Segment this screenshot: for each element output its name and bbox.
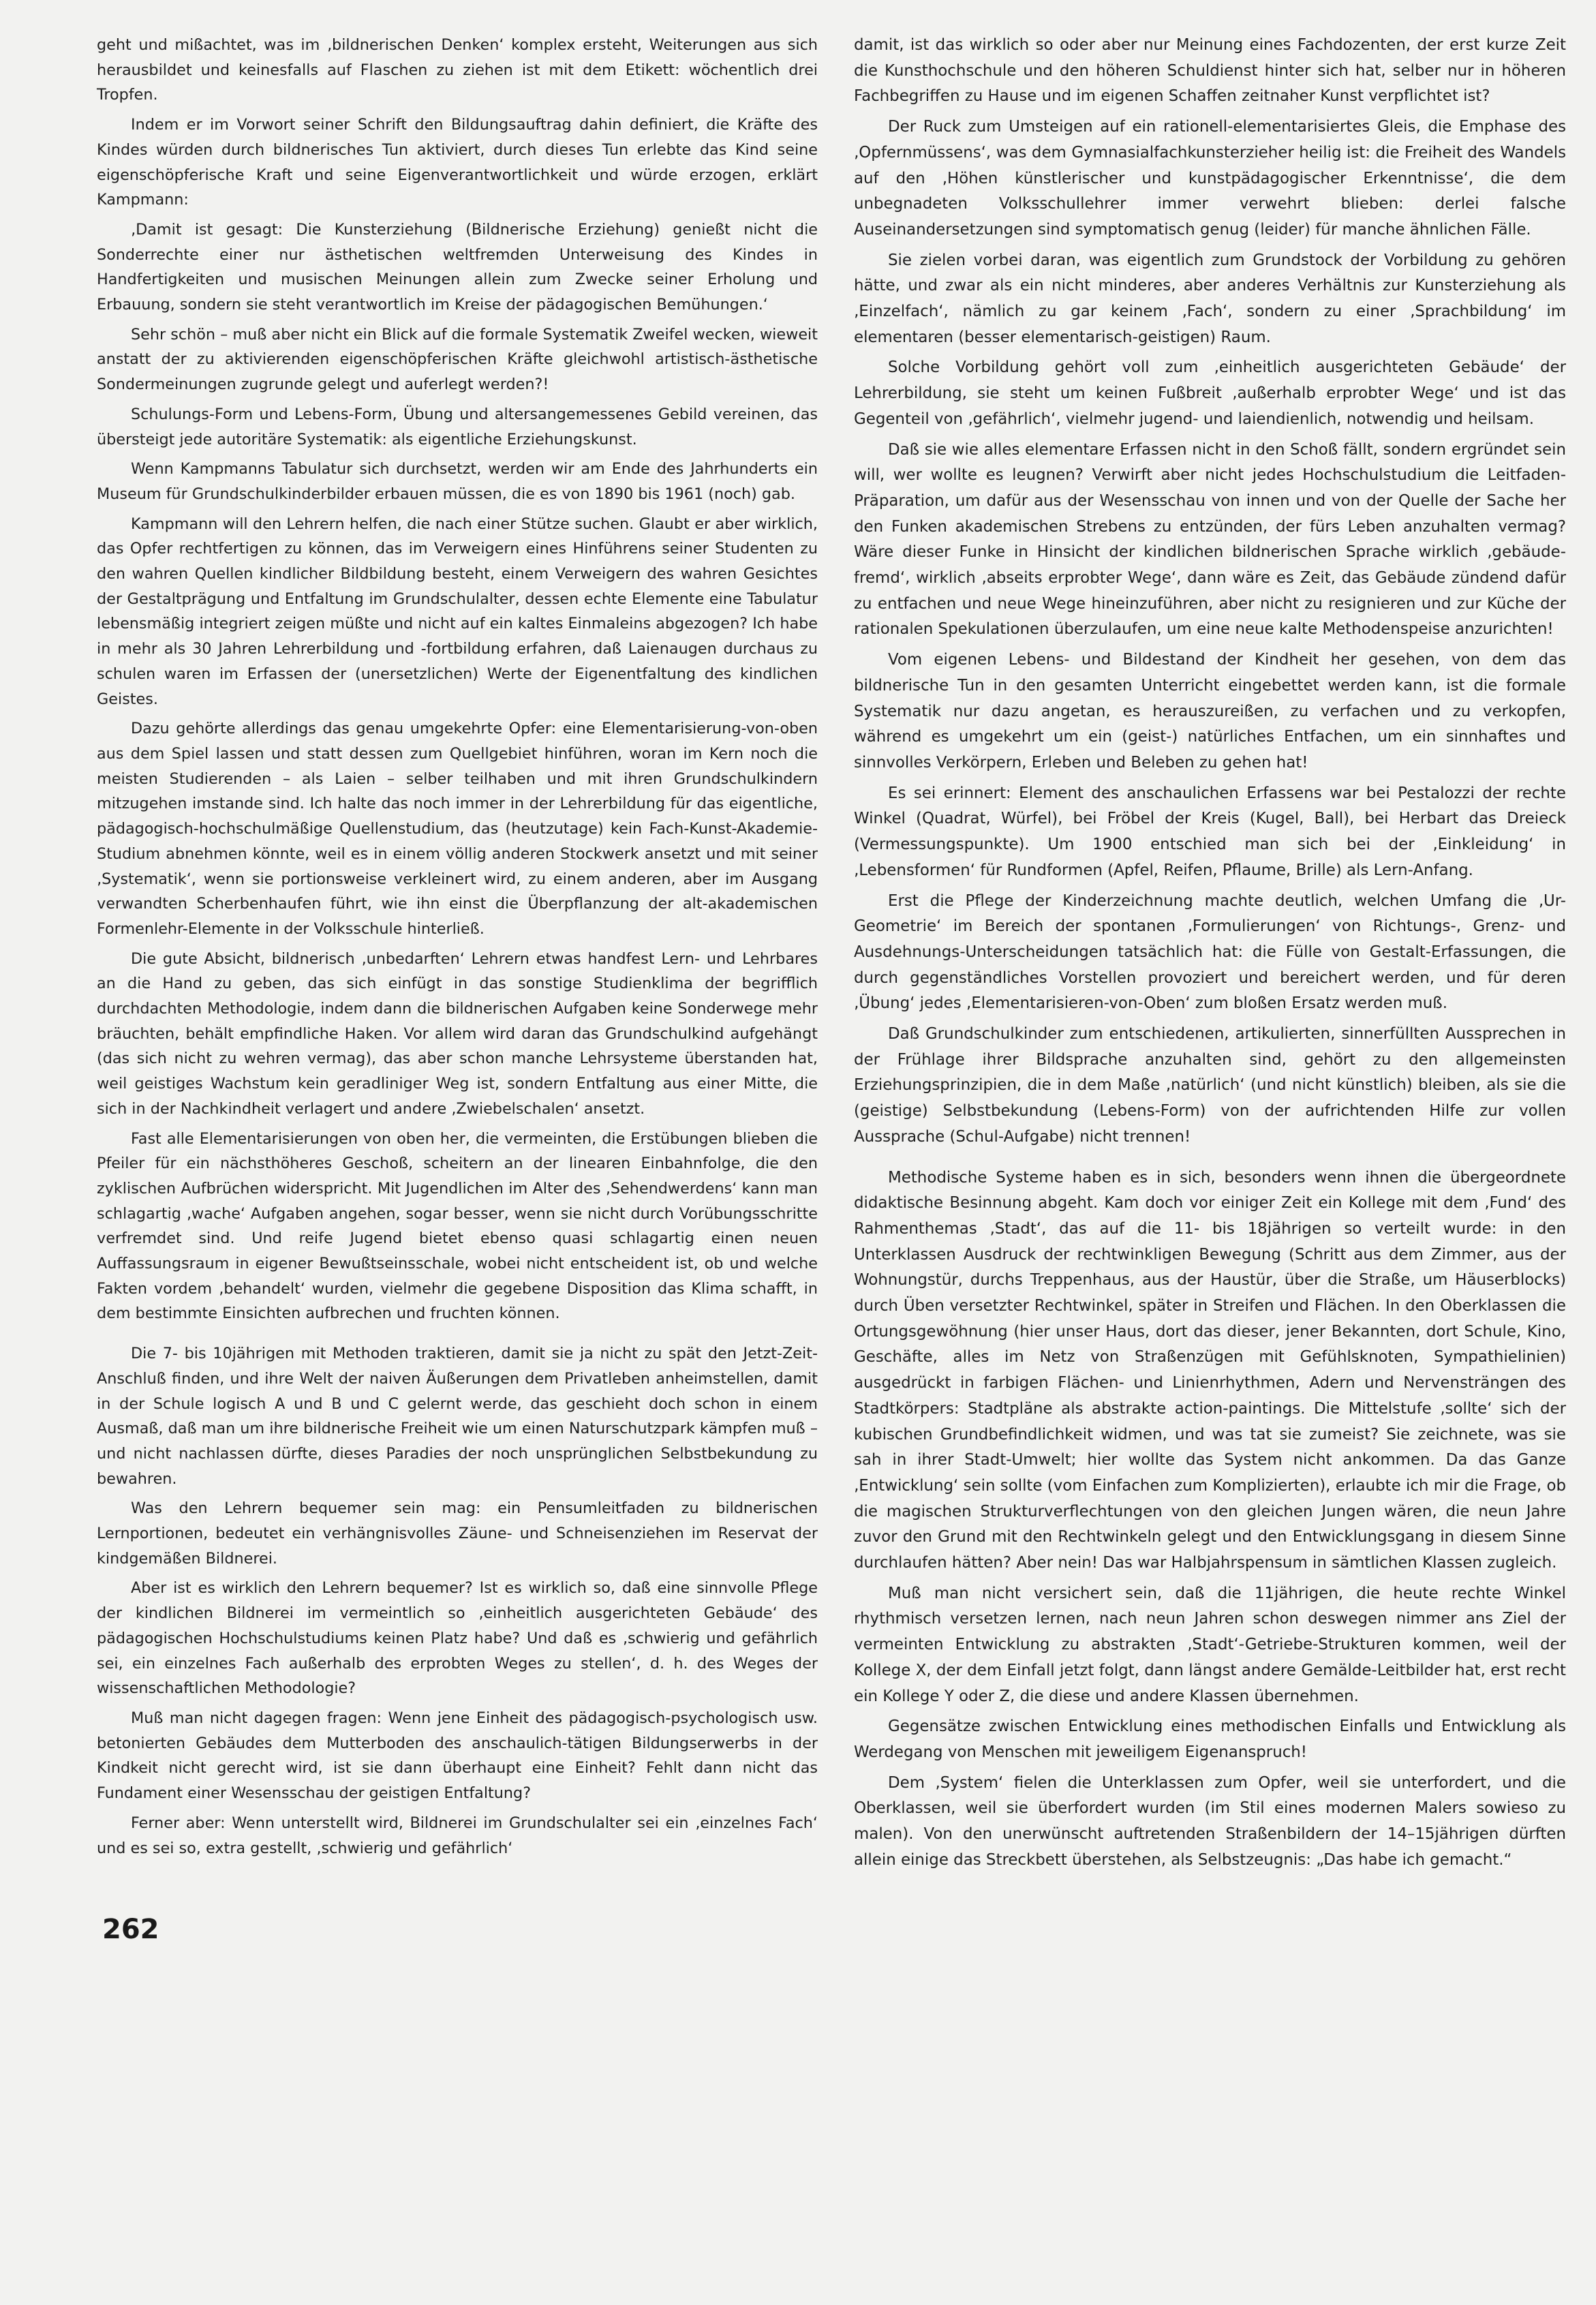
paragraph: Fast alle Elementarisierungen von oben her, die vermeinten, die Erstübungen blieben die Pfeiler für ein nächsthöheres Geschoß, scheitern an der linearen Einbahnfolge, die den zyklischen Aufbrüchen widerspricht. Mit Jugendlichen im Alter des ‚Sehendwerdens‘ kann man schlagartig ‚wache‘ Aufgaben angehen, sogar besser, wenn sie nicht durch Vorübungsschritte verfremdet sind. Und reife Jugend bietet ebenso quasi schlagartig einen neuen Auffassungsraum in eigener Bewußtseinsschale, wobei nicht entscheident ist, ob und welche Fakten vordem ‚behandelt‘ wurden, vielmehr die gegebene Disposition das Klima schafft, in dem bestimmte Einsichten aufbrechen und fruchten können.	[97, 1129, 818, 1323]
paragraph: Kampmann will den Lehrern helfen, die nach einer Stütze suchen. Glaubt er aber wirklich, das Opfer rechtfertigen zu können, das im Verweigern eines Hinführens seiner Studenten zu den wahren Quellen kindlicher Bildbildung besteht, einem Verweigern des wahren Gesichtes der Gestaltprägung und Entfaltung im Grundschulalter, dessen echte Elemente eine Tabulatur lebensmäßig integriert zeigen müßte und nicht auf ein kaltes Einmaleins abgezogen? Ich habe in mehr als 30 Jahren Lehrerbildung und -fortbildung erfahren, daß Laienaugen durchaus zu schulen waren im Erfassen der (unersetzlichen) Werte der Eigenentfaltung des kindlichen Geistes.	[97, 515, 818, 708]
paragraph: Ferner aber: Wenn unterstellt wird, Bildnerei im Grundschulalter sei ein ‚einzelnes Fach‘ und es sei so, extra gestellt, ‚schwierig und gefährlich‘	[97, 1814, 818, 1857]
paragraph: Was den Lehrern bequemer sein mag: ein Pensumleitfaden zu bildnerischen Lernportionen, bedeutet ein verhängnisvolles Zäune- und Schneisenziehen im Reservat der kindgemäßen Bildnerei.	[97, 1499, 818, 1568]
paragraph: Die gute Absicht, bildnerisch ‚unbedarften‘ Lehrern etwas handfest Lern- und Lehrbares an die Hand zu geben, das sich einfügt in das sonstige Studienklima der begrifflich durchdachten Methodologie, indem dann die bildnerischen Aufgaben keine Sonderwege mehr bräuchten, behält empfindliche Haken. Vor allem wird daran das Grundschulkind aufgehängt (das sich nicht zu wehren vermag), das aber schon manche Lehrsysteme überstanden hat, weil geistiges Wachstum kein geradliniger Weg ist, sondern Entfaltung aus einer Mitte, die sich in der Nachkindheit verlagert und andere ‚Zwiebelschalen‘ ansetzt.	[97, 949, 818, 1118]
paragraph: Die 7- bis 10jährigen mit Methoden traktieren, damit sie ja nicht zu spät den Jetzt-Zeit-Anschluß finden, und ihre Welt der naiven Äußerungen dem Privatleben anheimstellen, damit in der Schule logisch A und B und C gelernt werde, das geschieht doch schon in einem Ausmaß, daß man um ihre bildnerische Freiheit wie um einen Naturschutzpark kämpfen muß – und nicht nachlassen dürfte, dieses Paradies der noch unsprünglichen Selbstbekundung zu bewahren.	[97, 1345, 818, 1488]
paragraph: Dazu gehörte allerdings das genau umgekehrte Opfer: eine Elementarisierung-von-oben aus dem Spiel lassen und statt dessen zum Quellgebiet hinführen, woran im Kern noch die meisten Studierenden – als Laien – selber teilhaben und mit ihren Grundschulkindern mitzugehen imstande sind. Ich halte das noch immer in der Lehrerbildung für das eigentliche, pädagogisch-hochschulmäßige Quellenstudium, das (heutzutage) kein Fach-Kunst-Akademie-Studium abnehmen könnte, weil es in einem völlig anderen Stockwerk ansetzt und mit seiner ‚Systematik‘, wenn sie portionsweise verkleinert wird, zu einem anderen, aber im Ausgang verwandten Scherbenhaufen führt, wie ihn einst die Überpflanzung der alt-akademischen Formenlehr-Elemente in der Volksschule hinterließ.	[97, 720, 818, 938]
paragraph: Gegensätze zwischen Entwicklung eines methodischen Einfalls und Entwicklung als Werdegang von Menschen mit jeweiligem Eigenanspruch!	[854, 1718, 1566, 1761]
paragraph: geht und mißachtet, was im ‚bildnerischen Denken‘ komplex ersteht, Weiterungen aus sich herausbildet und keinesfalls auf Flaschen zu ziehen ist mit dem Etikett: wöchentlich drei Tropfen.	[97, 36, 818, 104]
left-column	[97, 33, 818, 1865]
paragraph: Sehr schön – muß aber nicht ein Blick auf die formale Systematik Zweifel wecken, wieweit anstatt der zu aktivierenden eigenschöpferischen Kräfte gleichwohl artistisch-ästhetische Sondermeinungen zugrunde gelegt und auferlegt werden?!	[97, 325, 818, 394]
paragraph: Indem er im Vorwort seiner Schrift den Bildungsauftrag dahin definiert, die Kräfte des Kindes würden durch bildnerisches Tun aktiviert, durch dieses Tun erlebte das Kind seine eigenschöpferische Kraft und seine Eigenverantwortlichkeit und würde erzogen, erklärt Kampmann:	[97, 116, 818, 209]
paragraph: damit, ist das wirklich so oder aber nur Meinung eines Fachdozenten, der erst kurze Zeit die Kunsthochschule und den höheren Schuldienst hinter sich hat, selber nur in höheren Fachbegriffen zu Hause und im eigenen Schaffen zeitnaher Kunst verpflichtet ist?	[854, 36, 1566, 106]
paragraph: Wenn Kampmanns Tabulatur sich durchsetzt, werden wir am Ende des Jahrhunderts ein Museum für Grundschulkinderbilder erbauen müssen, die es von 1890 bis 1961 (noch) gab.	[97, 460, 818, 503]
paragraph: Dem ‚System‘ fielen die Unterklassen zum Opfer, weil sie unterfordert, und die Oberklassen, weil sie überfordert wurden (im Stil eines modernen Malers sowieso zu malen). Von den unerwünscht auftretenden Straßenbildern der 14–15jährigen dürften allein einige das Streckbett überstehen, als Selbstzeugnis: „Das habe ich gemacht.“	[854, 1773, 1566, 1869]
right-column	[854, 33, 1566, 1878]
paragraph: Erst die Pflege der Kinderzeichnung machte deutlich, welchen Umfang die ‚Ur-Geometrie‘ im Bereich der spontanen ‚Formulierungen‘ von Richtungs-, Grenz- und Ausdehnungs-Unterscheidungen tatsächlich hat: die Fülle von Gestalt-Erfassungen, die durch gegenständliches Vorstellen provoziert und bereichert werden, und für deren ‚Übung‘ jedes ‚Elementarisieren-von-Oben‘ zum bloßen Ersatz werden muß.	[854, 891, 1566, 1013]
paragraph: Schulungs-Form und Lebens-Form, Übung und altersangemessenes Gebild vereinen, das übersteigt jede autoritäre Systematik: als eigentliche Erziehungskunst.	[97, 405, 818, 448]
paragraph: Solche Vorbildung gehört voll zum ‚einheitlich ausgerichteten Gebäude‘ der Lehrerbildung, sie steht um keinen Fußbreit ‚außerhalb erprobter Wege‘ und ist das Gegenteil von ‚gefährlich‘, vielmehr jugend- und laiendienlich, notwendig und heilsam.	[854, 358, 1566, 428]
paragraph: Muß man nicht dagegen fragen: Wenn jene Einheit des pädagogisch-psychologisch usw. betonierten Gebäudes dem Mutterboden des anschaulich-tätigen Bildungserwerbs in der Kindkeit nicht gerecht wird, ist sie dann überhaupt eine Einheit? Fehlt dann nicht das Fundament einer Wesensschau der geistigen Entfaltung?	[97, 1709, 818, 1803]
paragraph: Aber ist es wirklich den Lehrern bequemer? Ist es wirklich so, daß eine sinnvolle Pflege der kindlichen Bildnerei im vermeintlich so ‚einheitlich ausgerichteten Gebäude‘ des pädagogischen Hochschulstudiums keinen Platz habe? Und daß es ‚schwierig und gefährlich sei, ein einzelnes Fach außerhalb des erprobten Weges zu stellen‘, d. h. des Weges der wissenschaftlichen Methodologie?	[97, 1579, 818, 1698]
quotation-paragraph: ‚Damit ist gesagt: Die Kunsterziehung (Bildnerische Erziehung) genießt nicht die Sonderrechte einer nur ästhetischen weltfremden Unterweisung des Kindes in Handfertigkeiten und musischen Meinungen allein zum Zwecke seiner Erholung und Erbauung, sondern sie steht verantwortlich im Kreise der pädagogischen Bemühungen.‘	[97, 220, 818, 314]
paragraph: Daß sie wie alles elementare Erfassen nicht in den Schoß fällt, sondern ergründet sein will, wer wollte es leugnen? Verwirft aber nicht jedes Hochschulstudium die Leitfaden-Präparation, um dafür aus der Wesensschau von innen und von der Quelle der Sache her den Funken akademischen Strebens zu entzünden, der fürs Leben anzuhalten vermag? Wäre dieser Funke in Hinsicht der kindlichen bildnerischen Sprache wirklich ‚gebäudefremd‘, wirklich ‚abseits erprobter Wege‘, dann wäre es Zeit, das Gebäude zündend dafür zu entfachen und neue Wege hineinzuführen, aber nicht zu resignieren und zur Küche der rationalen Spekulationen überzulaufen, um eine neue kalte Methodenspeise anzurichten!	[854, 440, 1566, 639]
paragraph: Methodische Systeme haben es in sich, besonders wenn ihnen die übergeordnete didaktische Besinnung abgeht. Kam doch vor einiger Zeit ein Kollege mit dem ‚Fund‘ des Rahmenthemas ‚Stadt‘, das auf die 11- bis 18jährigen so verteilt wurde: in den Unterklassen Ausdruck der rechtwinkligen Bewegung (Schritt aus dem Zimmer, aus der Wohnungstür, durchs Treppenhaus, aus der Haustür, über die Straße, um Häuserblocks) durch Üben versetzter Rechtwinkel, später in Streifen und Flächen. In den Oberklassen die Ortungsgewöhnung (hier unser Haus, dort das dieser, jener Bekannten, dort Schule, Kino, Geschäfte, alles im Netz von Straßenzügen mit Gefühlsknoten, Sympathielinien) ausgedrückt in farbigen Flächen- und Linienrhythmen, Adern und Nervensträngen des Stadtkörpers: Stadtpläne als abstrakte action-paintings. Die Mittelstufe ‚sollte‘ sich der kubischen Grundbefindlichkeit widmen, und was tat sie zumeist? Sie zeichnete, was sie sah in ihrer Stadt-Umwelt; hier wollte das System nicht ankommen. Da das Ganze ‚Entwicklung‘ sein sollte (vom Einfachen zum Komplizierten), erlaubte ich mir die Frage, ob die magischen Strukturverflechtungen von den gleichen Jungen wären, die neun Jahre zuvor den Grund mit den Rechtwinkeln gelegt und den Entwicklungsgang in diesem Sinne durchlaufen hätten? Aber nein! Das war Halbjahrspensum in sämtlichen Klassen zugleich.	[854, 1168, 1566, 1572]
page-number: 262	[102, 1914, 159, 1945]
paragraph: Daß Grundschulkinder zum entschiedenen, artikulierten, sinnerfüllten Aussprechen in der Frühlage ihrer Bildsprache anzuhalten sind, gehört zu den allgemeinsten Erziehungsprinzipien, die in dem Maße ‚natürlich‘ (und nicht künstlich) bleiben, als sie die (geistige) Selbstbekundung (Lebens-Form) von der aufrichtenden Hilfe zur vollen Aussprache (Schul-Aufgabe) nicht trennen!	[854, 1025, 1566, 1146]
paragraph: Vom eigenen Lebens- und Bildestand der Kindheit her gesehen, von dem das bildnerische Tun in den gesamten Unterricht eingebettet werden kann, ist die formale Systematik nur dazu angetan, es herauszureißen, zu verfachen und zu verkopfen, während es umgekehrt um ein (geist-) natürliches Entfachen, um ein sinnhaftes und sinnvolles Verkörpern, Erleben und Beleben zu gehen hat!	[854, 651, 1566, 772]
paragraph: Sie zielen vorbei daran, was eigentlich zum Grundstock der Vorbildung zu gehören hätte, und zwar als ein nicht minderes, aber anderes Verhältnis zur Kunsterziehung als ‚Einzelfach‘, nämlich zu gar keinem ‚Fach‘, sondern zu einer ‚Sprachbildung‘ im elementaren (besser elementarisch-geistigen) Raum.	[854, 251, 1566, 346]
paragraph: Der Ruck zum Umsteigen auf ein rationell-elementarisiertes Gleis, die Emphase des ‚Opfernmüssens‘, was dem Gymnasialfachkunsterzieher heilig ist: die Freiheit des Wandels auf den ‚Höhen künstlerischer und kunstpädagogischer Erkenntnisse‘, die dem unbegnadeten Volksschullehrer immer verwehrt blieben: derlei falsche Auseinandersetzungen sind symptomatisch genug (leider) für manche ähnlichen Fälle.	[854, 118, 1566, 239]
paragraph: Es sei erinnert: Element des anschaulichen Erfassens war bei Pestalozzi der rechte Winkel (Quadrat, Würfel), bei Fröbel der Kreis (Kugel, Ball), bei Herbart das Dreieck (Vermessungspunkte). Um 1900 entschied man sich bei der ‚Einkleidung‘ in ‚Lebensformen‘ für Rundformen (Apfel, Reifen, Pflaume, Brille) als Lern-Anfang.	[854, 784, 1566, 879]
paragraph: Muß man nicht versichert sein, daß die 11jährigen, die heute rechte Winkel rhythmisch versetzen lernen, nach neun Jahren schon deswegen nimmer ans Ziel der vermeinten Entwicklung zu abstrakten ‚Stadt‘-Getriebe-Strukturen kommen, weil der Kollege X, der dem Einfall jetzt folgt, dann längst andere Gemälde-Leitbilder hat, erst recht ein Kollege Y oder Z, die diese und andere Klassen übernehmen.	[854, 1584, 1566, 1705]
